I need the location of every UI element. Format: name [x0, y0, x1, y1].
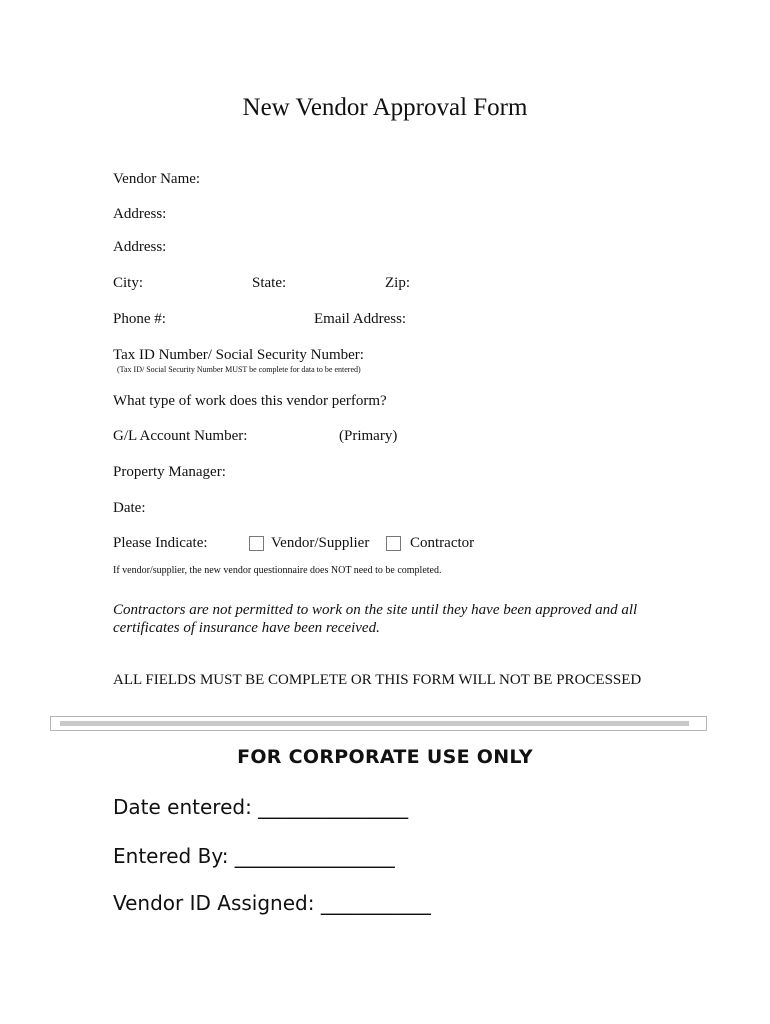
state-label: State:	[252, 275, 287, 291]
vendor-id-line: Vendor ID Assigned: ___________	[113, 891, 431, 915]
all-fields-notice: ALL FIELDS MUST BE COMPLETE OR THIS FORM WILL NOT BE PROCESSED	[113, 672, 642, 688]
property-manager-label: Property Manager:	[113, 464, 226, 480]
date-label: Date:	[113, 500, 146, 516]
gl-primary-label: (Primary)	[339, 428, 398, 444]
entered-by-line: Entered By: ________________	[113, 844, 395, 868]
contractor-checkbox[interactable]	[386, 536, 401, 551]
tax-id-note: (Tax ID/ Social Security Number MUST be complete for data to be entered)	[117, 365, 361, 374]
section-divider-bar	[60, 721, 689, 726]
tax-id-label: Tax ID Number/ Social Security Number:	[113, 347, 364, 363]
please-indicate-label: Please Indicate:	[113, 535, 208, 551]
form-title: New Vendor Approval Form	[242, 94, 528, 121]
section-divider	[50, 716, 707, 731]
contractor-notice: Contractors are not permitted to work on the site until they have been approved and all certificates of insurance have been received.	[113, 602, 638, 636]
date-entered-line: Date entered: _______________	[113, 795, 409, 819]
gl-account-label: G/L Account Number:	[113, 428, 248, 444]
corporate-use-heading: FOR CORPORATE USE ONLY	[237, 746, 533, 768]
work-type-label: What type of work does this vendor perform?	[113, 393, 387, 409]
questionnaire-note: If vendor/supplier, the new vendor questionnaire does NOT need to be completed.	[113, 565, 442, 576]
phone-label: Phone #:	[113, 311, 166, 327]
zip-label: Zip:	[385, 275, 410, 291]
vendor-supplier-checkbox[interactable]	[249, 536, 264, 551]
email-label: Email Address:	[314, 311, 407, 327]
city-label: City:	[113, 275, 144, 291]
address-label-2: Address:	[113, 239, 167, 255]
vendor-name-label: Vendor Name:	[113, 171, 201, 187]
address-label-1: Address:	[113, 206, 167, 222]
vendor-supplier-label: Vendor/Supplier	[271, 535, 370, 551]
contractor-label: Contractor	[410, 535, 475, 551]
